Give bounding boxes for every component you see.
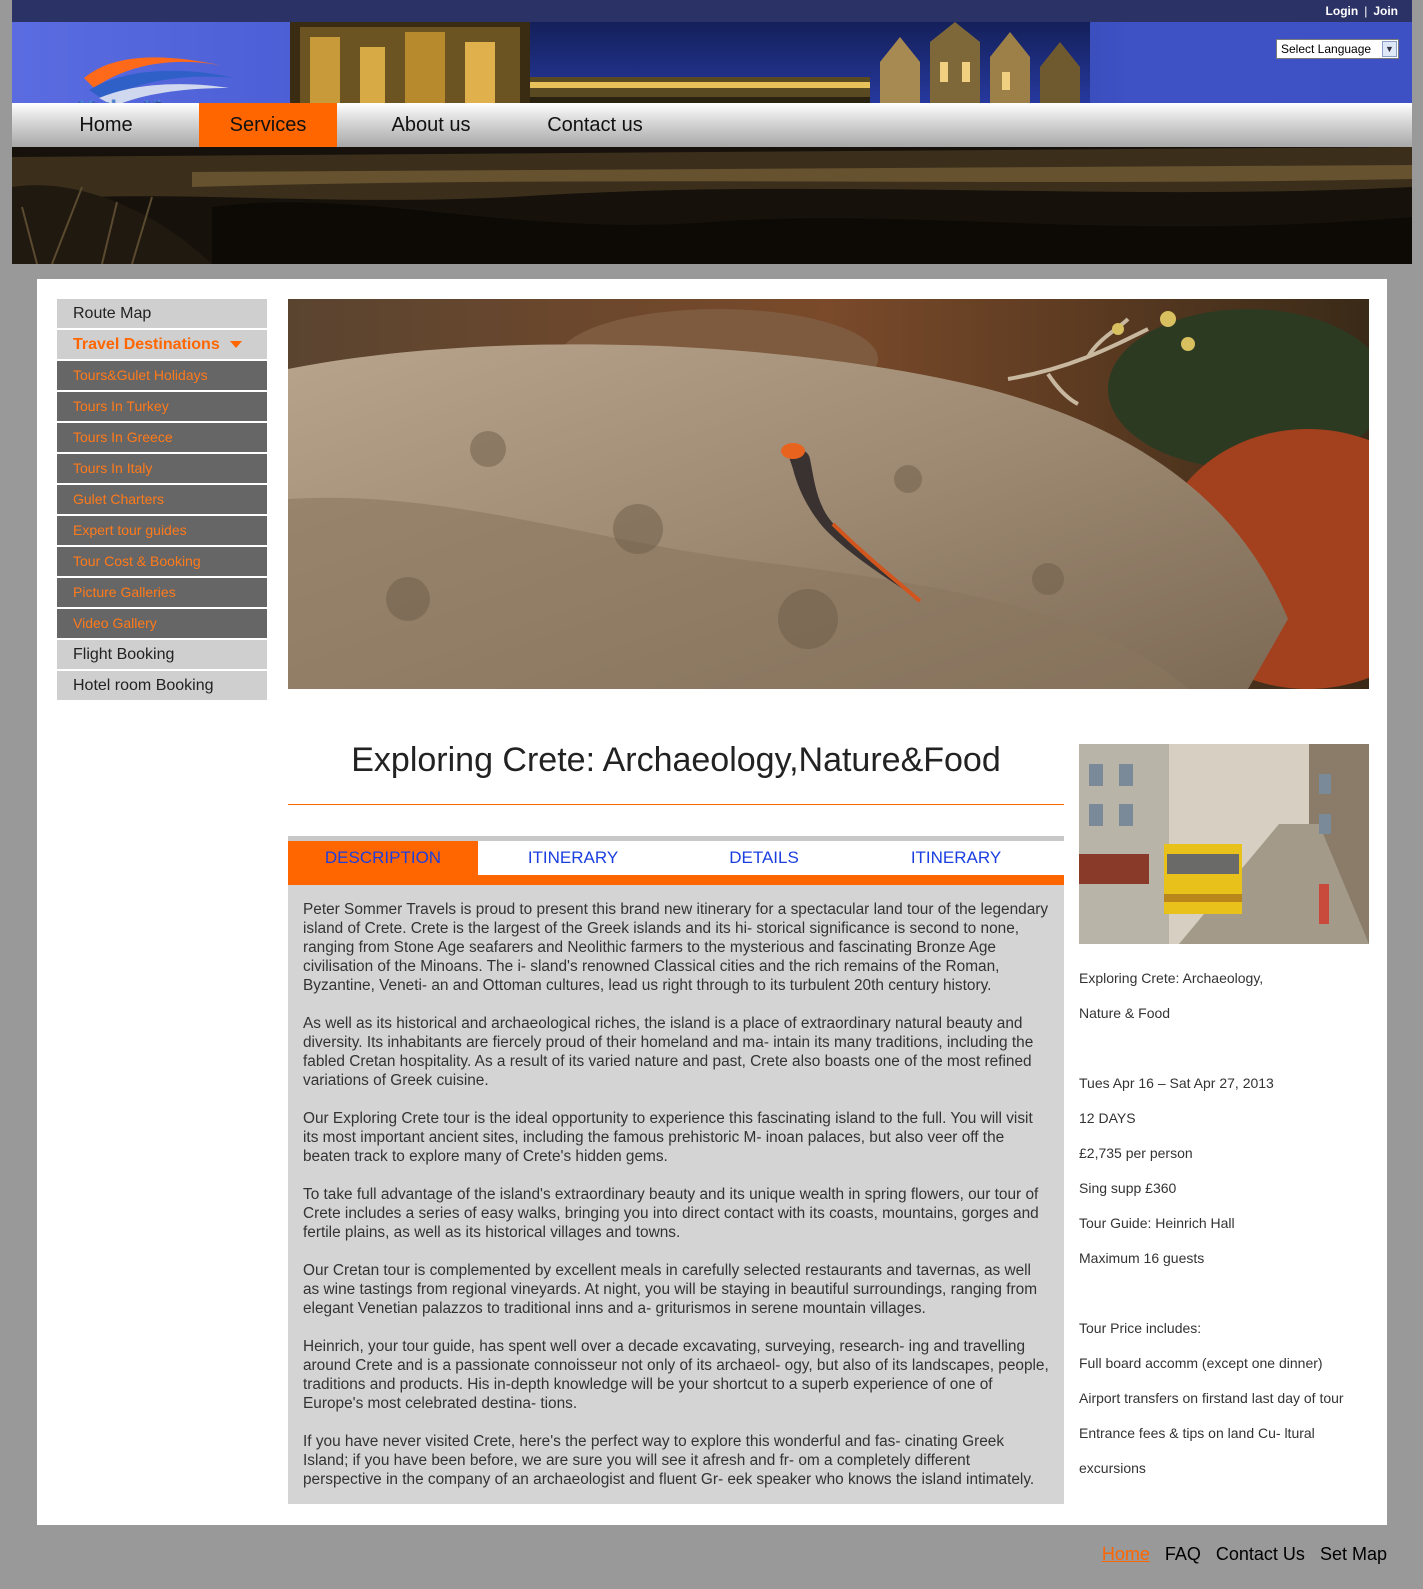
tour-summary-lines xyxy=(1079,961,1369,1486)
tab-description[interactable]: DESCRIPTION xyxy=(288,841,478,875)
tab-details[interactable]: DETAILS xyxy=(729,848,799,867)
site-header xyxy=(12,0,1412,264)
tour-tabs xyxy=(288,836,1064,885)
summary-line: Entrance fees & tips on land Cu- ltural xyxy=(1079,1425,1315,1441)
tab-itinerary[interactable]: ITINERARY xyxy=(527,848,619,867)
caret-down-icon xyxy=(230,341,242,348)
language-select-value: Select Language xyxy=(1281,42,1372,56)
tour-summary xyxy=(1079,744,1369,1486)
tour-description xyxy=(288,885,1064,1504)
join-link[interactable]: Join xyxy=(1373,4,1398,18)
nav-about[interactable]: About us xyxy=(391,114,471,136)
login-link[interactable]: Login xyxy=(1325,4,1359,18)
sidebar-item-tours-italy[interactable]: Tours In Italy xyxy=(57,454,267,483)
footer-contact-link[interactable]: Contact Us xyxy=(1215,1544,1305,1564)
description-paragraph: To take full advantage of the island's extraordinary beauty and its unique wealth in spring flowers, our tour of Crete includes a series of easy walks, bringing you into direct contact with its coasts, mountains, gorges and fertile plains, as well as its historical villages and towns. xyxy=(303,1186,1039,1241)
sidebar-item-tours-gulet-holidays[interactable]: Tours&Gulet Holidays xyxy=(57,361,267,390)
footer-sitemap-link[interactable]: Set Map xyxy=(1319,1544,1387,1564)
summary-line: Maximum 16 guests xyxy=(1079,1250,1205,1266)
description-paragraph: Peter Sommer Travels is proud to present this brand new itinerary for a spectacular land tour of the legendary island of Crete. Crete is the largest of the Greek islands and its hi- storical significance is second to none, ranging from Stone Age seafarers and Neolithic farmers to the mysterious and fascinating Bronze Age civilisation of the Minoans. The i- sland's renowned Classical cities and the rich remains of the Roman, Byzantine, Veneti- an and Ottoman cultures, lead us right through to its turbulent 20th century history. xyxy=(303,901,1049,994)
description-paragraph: Our Cretan tour is complemented by excellent meals in carefully selected restaurants and tavernas, as well as wine tastings from regional vineyards. At night, you will be staying in beautiful surroundings, ranging from elegant Venetian palazzos to traditional inns and a- griturismos in serene mountain villages. xyxy=(303,1262,1038,1317)
lisbon-tram-photo xyxy=(1079,744,1369,944)
summary-line: Tues Apr 16 – Sat Apr 27, 2013 xyxy=(1079,1075,1274,1091)
footer-faq-link[interactable]: FAQ xyxy=(1164,1544,1201,1564)
summary-line: £2,735 per person xyxy=(1079,1145,1193,1161)
description-paragraph: If you have never visited Crete, here's the perfect way to explore this wonderful and fas- cinating Greek Island; if you have been before, we are sure you will see it afresh and fr- om a completely different perspective in the company of an archaeologist and fluent Gr- eek speaker who knows the island intimately. xyxy=(303,1433,1035,1488)
sidebar-item-hotel-booking[interactable]: Hotel room Booking xyxy=(57,671,267,700)
sidebar-item-route-map[interactable]: Route Map xyxy=(57,299,267,328)
summary-line: Airport transfers on firstand last day of tour xyxy=(1079,1390,1344,1406)
title-divider xyxy=(288,804,1064,805)
main-nav xyxy=(12,103,1412,147)
sidebar-item-video-gallery[interactable]: Video Gallery xyxy=(57,609,267,638)
header-banner xyxy=(12,22,1412,103)
language-select[interactable] xyxy=(1276,39,1399,59)
summary-line: Exploring Crete: Archaeology, xyxy=(1079,970,1264,986)
hero-lizard-photo xyxy=(288,299,1369,689)
sidebar-item-picture-galleries[interactable]: Picture Galleries xyxy=(57,578,267,607)
auth-links xyxy=(1326,4,1398,18)
footer-links xyxy=(1092,1544,1387,1565)
sidebar-item-label: Travel Destinations xyxy=(73,336,220,353)
description-paragraph: As well as its historical and archaeological riches, the island is a place of extraordinary natural beauty and diversity. Its inhabitants are fiercely proud of their homeland and ma- intain its many traditions, including the fabled Cretan hospitality. As a result of its varied nature and past, Crete also boasts one of the most refined variations of Greek cuisine. xyxy=(303,1015,1034,1089)
sidebar-item-tours-greece[interactable]: Tours In Greece xyxy=(57,423,267,452)
top-strip xyxy=(12,0,1412,22)
sidebar-item-expert-guides[interactable]: Expert tour guides xyxy=(57,516,267,545)
river-night-photo xyxy=(12,147,1412,264)
sidebar-item-tour-cost[interactable]: Tour Cost & Booking xyxy=(57,547,267,576)
summary-line xyxy=(1079,1276,1369,1311)
nav-contact[interactable]: Contact us xyxy=(547,114,643,136)
footer-home-link[interactable]: Home xyxy=(1101,1544,1150,1564)
description-paragraph: Heinrich, your tour guide, has spent well over a decade excavating, surveying, research- ing and travelling around Crete and is a passionate connoisseur not only of its archaeol- ogy, but also of its landscapes, people, traditions and products. His in-depth knowledge will be your shortcut to a superb experience of one of Europe's most celebrated destina- tions. xyxy=(303,1338,1049,1412)
sidebar-item-flight-booking[interactable]: Flight Booking xyxy=(57,640,267,669)
main-panel xyxy=(37,279,1387,1525)
sidebar-item-travel-destinations[interactable] xyxy=(57,330,267,359)
auth-separator: | xyxy=(1364,4,1368,18)
summary-line: Tour Guide: Heinrich Hall xyxy=(1079,1215,1235,1231)
sidebar-item-gulet-charters[interactable]: Gulet Charters xyxy=(57,485,267,514)
summary-line: 12 DAYS xyxy=(1079,1110,1136,1126)
tab-itinerary-2[interactable]: ITINERARY xyxy=(910,848,1002,867)
nav-home[interactable]: Home xyxy=(79,114,133,136)
sidebar-item-tours-turkey[interactable]: Tours In Turkey xyxy=(57,392,267,421)
summary-line: excursions xyxy=(1079,1460,1146,1476)
chevron-down-icon[interactable]: ▼ xyxy=(1382,41,1397,57)
summary-line xyxy=(1079,1031,1369,1066)
nav-services[interactable]: Services xyxy=(199,103,337,147)
summary-line: Tour Price includes: xyxy=(1079,1320,1202,1336)
description-paragraph: Our Exploring Crete tour is the ideal opportunity to experience this fascinating island to the full. You will visit its most important ancient sites, including the famous prehistoric M- inoan palaces, but also veer off the beaten track to explore many of Crete's hidden gems. xyxy=(303,1110,1033,1165)
summary-line: Full board accomm (except one dinner) xyxy=(1079,1355,1323,1371)
summary-line: Sing supp £360 xyxy=(1079,1180,1177,1196)
summary-line: Nature & Food xyxy=(1079,1005,1171,1021)
sidebar xyxy=(57,299,267,702)
tour-title: Exploring Crete: Archaeology,Nature&Food xyxy=(351,741,1001,779)
